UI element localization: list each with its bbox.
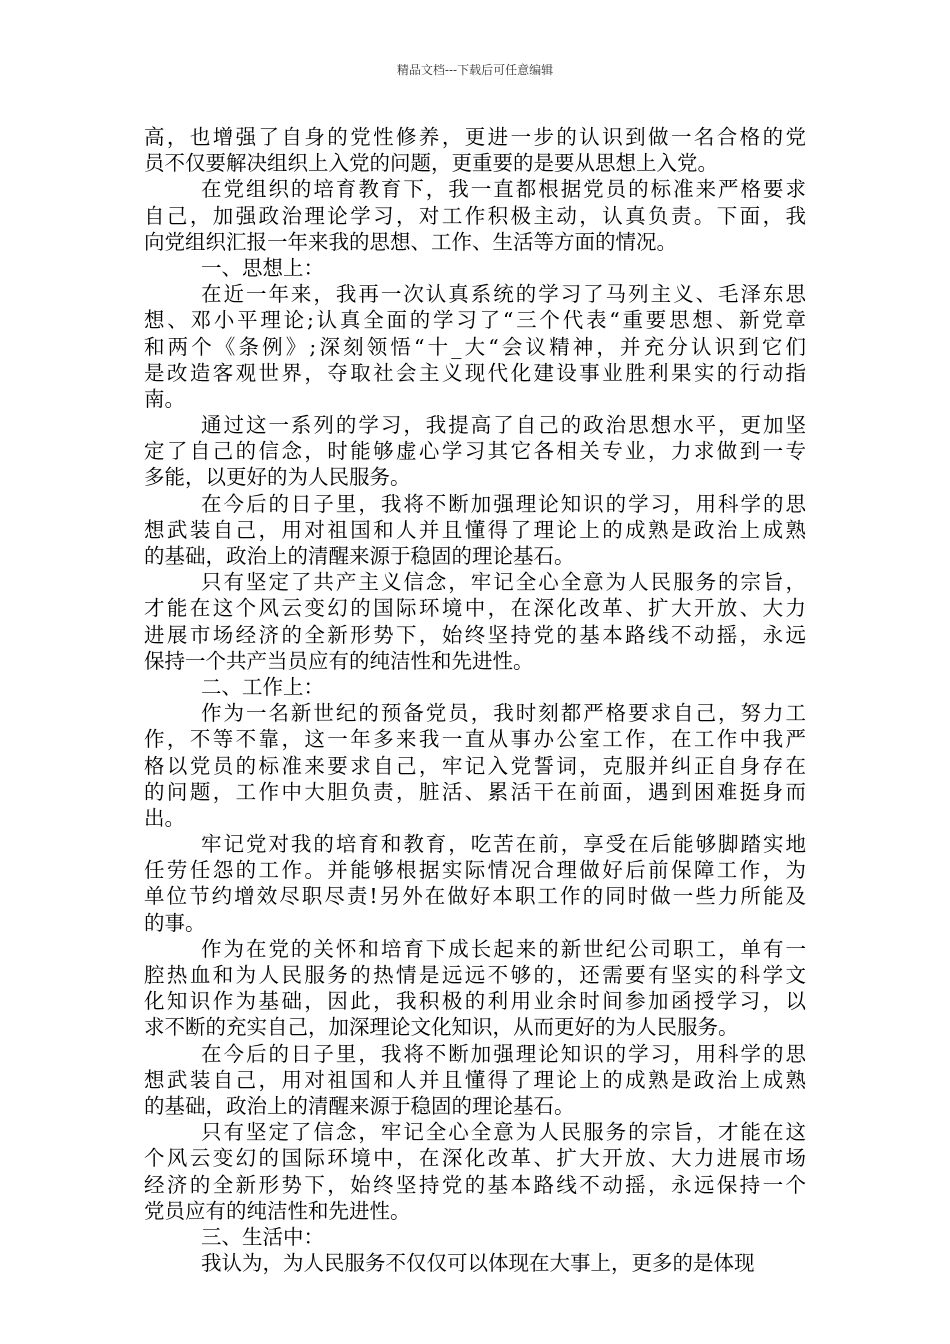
paragraph-line: 求不断的充实自己，加深理论文化知识，从而更好的为人民服务。 [144,1015,739,1040]
paragraph-line: 单位节约增效尽职尽责!另外在做好本职工作的同时做一些力所能及 [144,884,806,909]
page-header: 精品文档---下载后可任意编辑 [396,63,554,77]
paragraph-line: 想武装自己，用对祖国和人并且懂得了理论上的成熟是政治上成熟 [144,1067,806,1092]
paragraph-line: 高，也增强了自身的党性修养，更进一步的认识到做一名合格的党 [144,125,806,149]
paragraph-line: 进展市场经济的全新形势下，始终坚持党的基本路线不动摇，永远 [144,622,806,647]
paragraph-line: 腔热血和为人民服务的热情是远远不够的，还需要有坚实的科学文 [144,963,806,987]
paragraph-line: 才能在这个风云变幻的国际环境中，在深化改革、扩大开放、大力 [144,596,806,621]
paragraph-line: 三、生活中： [201,1224,324,1249]
paragraph-line: 员不仅要解决组织上入党的问题，更重要的是要从思想上入党。 [144,151,718,176]
paragraph [144,700,806,831]
paragraph-line: 是改造客观世界，夺取社会主义现代化建设事业胜利果实的行动指 [144,360,806,385]
paragraph-line: 和两个《条例》;深刻领悟“十_大“会议精神，并充分认识到它们 [144,334,806,359]
paragraph-line: 在党组织的培育教育下，我一直都根据党员的标准来严格要求 [201,177,806,202]
paragraph-line: 格以党员的标准来要求自己，牢记入党誓词，克服并纠正自身存在 [144,753,806,778]
paragraph-line: 牢记党对我的培育和教育，吃苦在前，享受在后能够脚踏实地 [201,832,806,857]
paragraph-line: 多能，以更好的为人民服务。 [144,465,411,490]
paragraph-line: 只有坚定了信念，牢记全心全意为人民服务的宗旨，才能在这 [201,1120,806,1145]
paragraph-line: 作为在党的关怀和培育下成长起来的新世纪公司职工，单有一 [201,936,806,961]
paragraph [144,674,806,700]
paragraph-line: 保持一个共产当员应有的纯洁性和先进性。 [144,648,534,673]
paragraph-line: 想武装自己，用对祖国和人并且懂得了理论上的成熟是政治上成熟 [144,517,806,542]
paragraph-line: 化知识作为基础，因此，我积极的利用业余时间参加函授学习，以 [144,989,806,1014]
paragraph [144,124,806,176]
paragraph-line: 任劳任怨的工作。并能够根据实际情况合理做好后前保障工作，为 [144,858,806,883]
paragraph [144,1041,806,1120]
paragraph-line: 作为一名新世纪的预备党员，我时刻都严格要求自己，努力工 [201,701,806,726]
paragraph [144,255,806,281]
paragraph-line: 通过这一系列的学习，我提高了自己的政治思想水平，更加坚 [201,413,806,438]
paragraph-line: 的基础，政治上的清醒来源于稳固的理论基石。 [144,544,575,568]
paragraph-line: 想、邓小平理论;认真全面的学习了“三个代表“重要思想、新党章 [144,308,806,333]
paragraph-line: 作，不等不靠，这一年多来我一直从事办公室工作，在工作中我严 [144,727,806,752]
paragraph [144,1119,806,1224]
paragraph [144,281,806,412]
paragraph-line: 个风云变幻的国际环境中，在深化改革、扩大开放、大力进展市场 [144,1146,806,1171]
paragraph [144,176,806,255]
paragraph [144,1250,806,1276]
paragraph-line: 一、思想上： [201,255,324,280]
paragraph-line: 党员应有的纯洁性和先进性。 [144,1198,411,1223]
paragraph [144,1224,806,1250]
paragraph-line: 向党组织汇报一年来我的思想、工作、生活等方面的情况。 [144,229,677,254]
paragraph [144,936,806,1041]
paragraph-line: 只有坚定了共产主义信念，牢记全心全意为人民服务的宗旨， [201,570,806,595]
paragraph-line: 定了自己的信念，时能够虚心学习其它各相关专业，力求做到一专 [144,439,806,464]
paragraph [144,831,806,936]
paragraph-line: 自己，加强政治理论学习，对工作积极主动，认真负责。下面，我 [144,203,806,228]
paragraph [144,491,806,570]
paragraph-line: 的基础，政治上的清醒来源于稳固的理论基石。 [144,1093,575,1118]
paragraph-line: 出。 [144,805,185,830]
paragraph-line: 的问题，工作中大胆负责，脏活、累活干在前面，遇到困难挺身而 [144,779,806,804]
paragraph-line: 南。 [144,386,185,411]
paragraph-line: 二、工作上： [201,674,324,699]
paragraph-line: 的事。 [144,910,206,935]
paragraph-line: 我认为，为人民服务不仅仅可以体现在大事上，更多的是体现 [201,1251,755,1276]
document-body [144,124,806,1276]
paragraph [144,569,806,674]
paragraph-line: 在今后的日子里，我将不断加强理论知识的学习，用科学的思 [201,491,806,516]
paragraph-line: 在近一年来，我再一次认真系统的学习了马列主义、毛泽东思 [201,282,806,307]
paragraph-line: 在今后的日子里，我将不断加强理论知识的学习，用科学的思 [201,1041,806,1066]
paragraph [144,412,806,491]
paragraph-line: 经济的全新形势下，始终坚持党的基本路线不动摇，永远保持一个 [144,1172,806,1197]
